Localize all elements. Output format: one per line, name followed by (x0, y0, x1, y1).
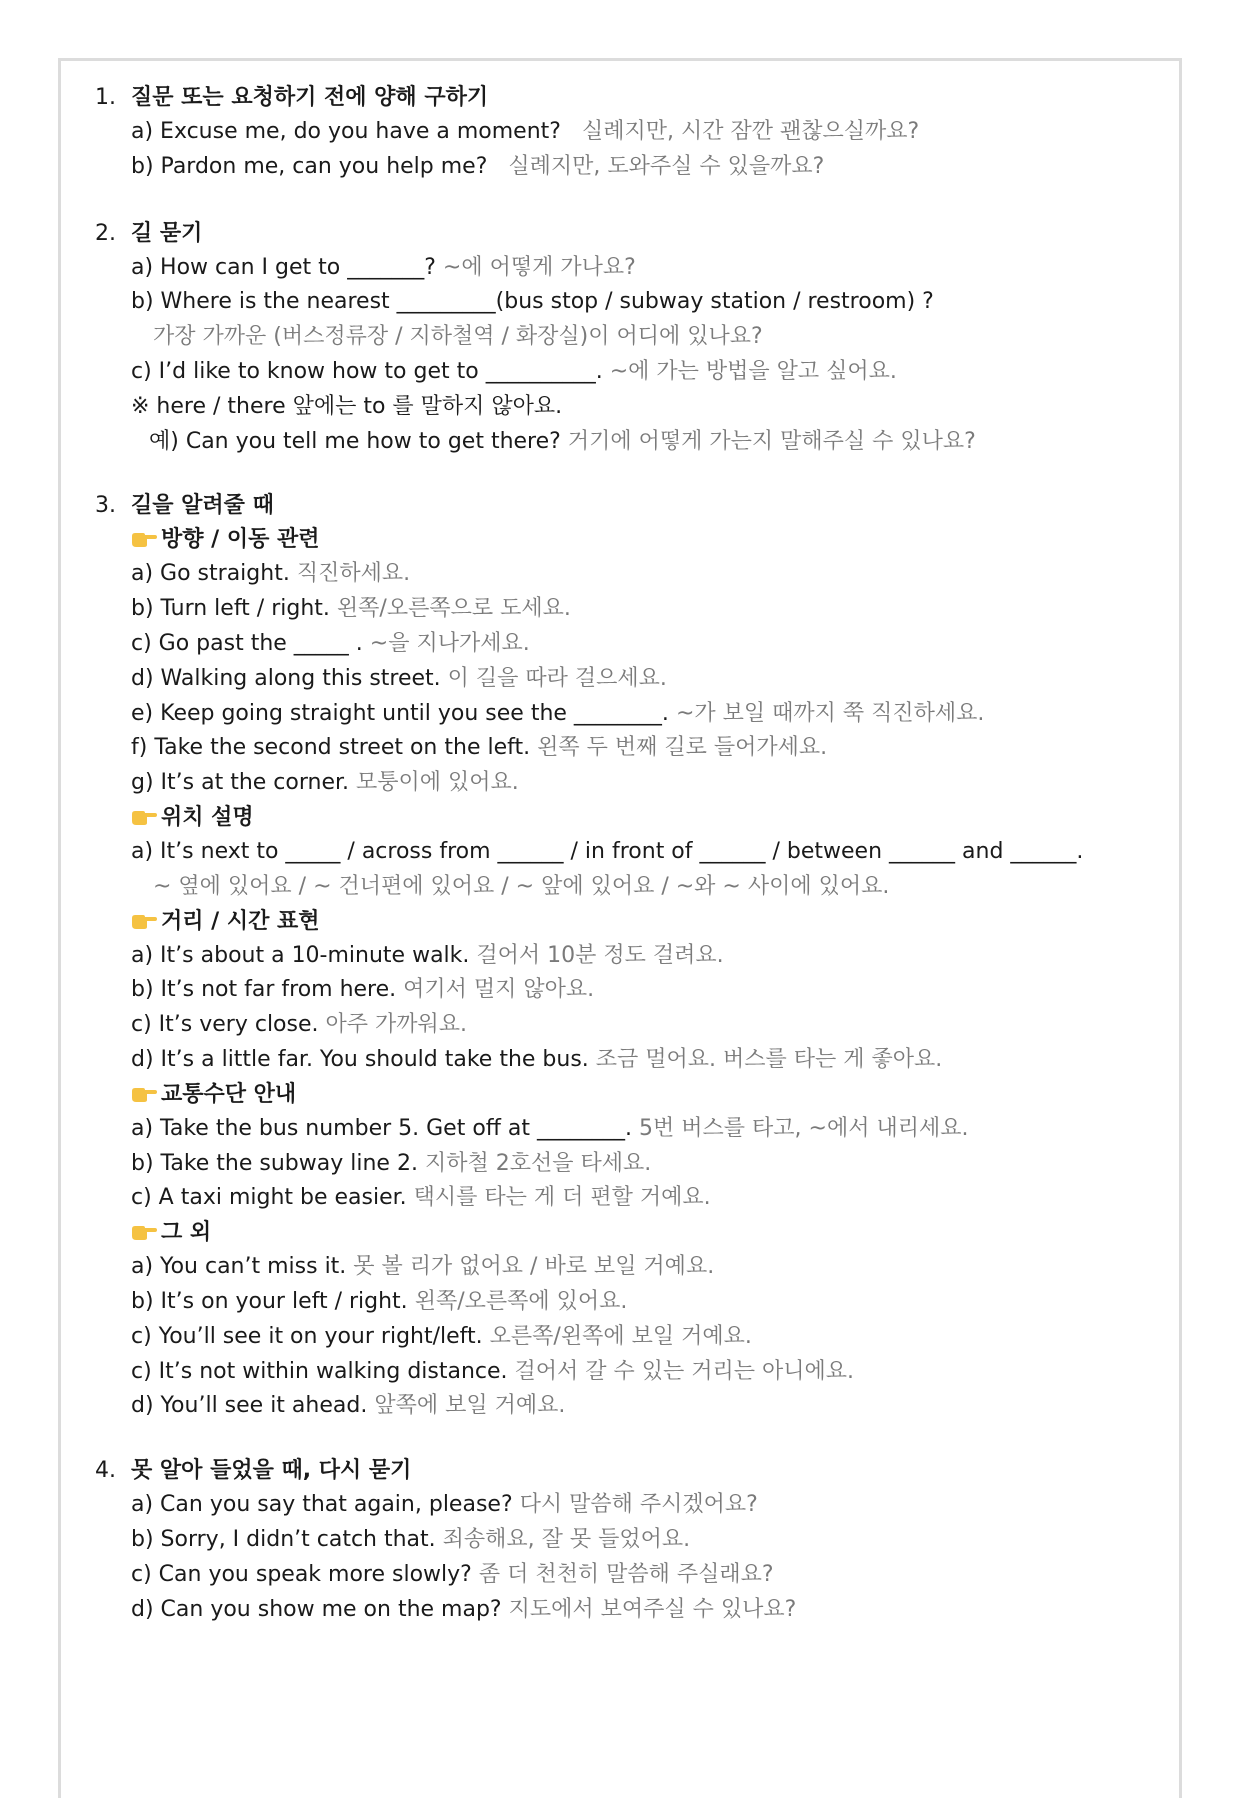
pointing-hand-icon (131, 912, 157, 930)
phrase-line: e) Keep going straight until you see the ________. ~가 보일 때까지 쭉 직진하세요. (131, 700, 985, 726)
phrase-line: a) Can you say that again, please? 다시 말씀해 주시겠어요? (131, 1492, 758, 1518)
example-line: 예) Can you tell me how to get there? 거기에 어떻게 가는지 말해주실 수 있나요? (149, 428, 976, 454)
phrase-line: a) Excuse me, do you have a moment? 실례지만, 시간 잠깐 괜찮으실까요? (131, 119, 920, 144)
document-page (58, 58, 1182, 1798)
section-heading: 1. 질문 또는 요청하기 전에 양해 구하기 (95, 85, 489, 110)
phrase-line: c) I’d like to know how to get to __________. ~에 가는 방법을 알고 싶어요. (131, 358, 897, 384)
phrase-line: c) It’s not within walking distance. 걸어서 갈 수 있는 거리는 아니에요. (131, 1358, 855, 1384)
pointing-hand-icon (131, 1085, 157, 1103)
phrase-line: d) It’s a little far. You should take the bus. 조금 멀어요. 버스를 타는 게 좋아요. (131, 1046, 943, 1072)
phrase-line: b) Where is the nearest _________(bus stop / subway station / restroom) ? (131, 289, 934, 315)
phrase-line: c) Go past the _____ . ~을 지나가세요. (131, 630, 530, 656)
subsection-heading: 거리 / 시간 표현 (95, 905, 1155, 939)
phrase-line: b) Take the subway line 2. 지하철 2호선을 타세요. (131, 1150, 652, 1176)
section-title: 길을 알려줄 때 (131, 493, 274, 519)
phrase-line: g) It’s at the corner. 모퉁이에 있어요. (131, 770, 519, 796)
phrase-line: c) You’ll see it on your right/left. 오른쪽/왼쪽에 보일 거예요. (131, 1323, 752, 1349)
phrase-line: c) Can you speak more slowly? 좀 더 천천히 말씀해 주실래요? (131, 1561, 774, 1587)
phrase-translation-line: 가장 가까운 (버스정류장 / 지하철역 / 화장실)이 어디에 있나요? (153, 324, 763, 350)
phrase-line: b) It’s not far from here. 여기서 멀지 않아요. (131, 977, 595, 1003)
section-title: 못 알아 들었을 때, 다시 묻기 (131, 1458, 412, 1484)
subsection-heading: 그 외 (95, 1216, 1155, 1250)
section-title: 질문 또는 요청하기 전에 양해 구하기 (131, 85, 489, 110)
subsection-heading: 방향 / 이동 관련 (95, 523, 1155, 557)
pointing-hand-icon (131, 530, 157, 548)
document-content (95, 81, 1155, 1627)
note-line: ※ here / there 앞에는 to 를 말하지 않아요. (131, 393, 563, 419)
phrase-line: a) Take the bus number 5. Get off at ________. 5번 버스를 타고, ~에서 내리세요. (131, 1115, 969, 1141)
phrase-line: a) It’s about a 10-minute walk. 걸어서 10분 정도 걸려요. (131, 942, 724, 968)
phrase-line: d) Walking along this street. 이 길을 따라 걸으세요. (131, 665, 667, 691)
phrase-line: f) Take the second street on the left. 왼쪽 두 번째 길로 들어가세요. (131, 735, 828, 761)
phrase-line: d) You’ll see it ahead. 앞쪽에 보일 거예요. (131, 1393, 566, 1419)
pointing-hand-icon (131, 1223, 157, 1241)
subsection-heading: 위치 설명 (95, 801, 1155, 835)
phrase-translation-line: ~ 옆에 있어요 / ~ 건너편에 있어요 / ~ 앞에 있어요 / ~와 ~ 사이에 있어요. (153, 873, 890, 899)
phrase-line: c) A taxi might be easier. 택시를 타는 게 더 편할 거예요. (131, 1185, 711, 1211)
phrase-line: b) Pardon me, can you help me? 실례지만, 도와주실 수 있을까요? (131, 153, 825, 179)
phrase-line: a) Go straight. 직진하세요. (131, 561, 411, 587)
subsection-heading: 교통수단 안내 (95, 1078, 1155, 1112)
phrase-line: a) You can’t miss it. 못 볼 리가 없어요 / 바로 보일 거예요. (131, 1254, 715, 1280)
section-heading: 4. 못 알아 들었을 때, 다시 묻기 (95, 1458, 412, 1484)
phrase-line: b) Turn left / right. 왼쪽/오른쪽으로 도세요. (131, 596, 571, 622)
pointing-hand-icon (131, 808, 157, 826)
section-heading: 3. 길을 알려줄 때 (95, 493, 274, 519)
section-heading: 2. 길 묻기 (95, 220, 203, 246)
phrase-line: a) How can I get to _______? ~에 어떻게 가나요? (131, 254, 636, 280)
phrase-line: d) Can you show me on the map? 지도에서 보여주실 수 있나요? (131, 1596, 797, 1622)
section-title: 길 묻기 (131, 220, 203, 246)
phrase-line: c) It’s very close. 아주 가까워요. (131, 1012, 468, 1038)
phrase-line: b) Sorry, I didn’t catch that. 죄송해요, 잘 못 들었어요. (131, 1526, 691, 1552)
phrase-line: b) It’s on your left / right. 왼쪽/오른쪽에 있어요. (131, 1288, 628, 1314)
phrase-line: a) It’s next to _____ / across from ______ / in front of ______ / between ______ and ______. (131, 838, 1084, 864)
